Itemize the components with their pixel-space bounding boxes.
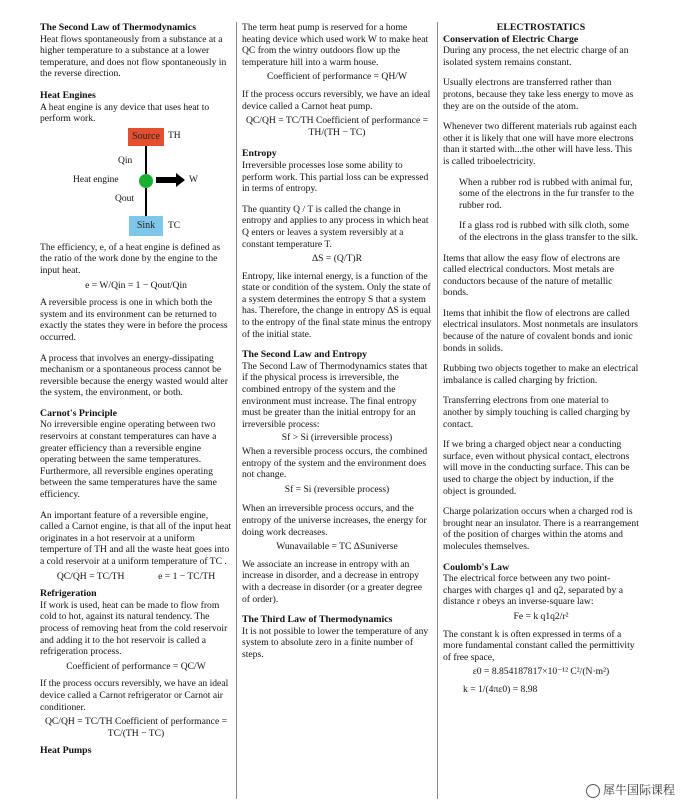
section-title: The Second Law and Entropy <box>242 349 368 361</box>
equation: e = W/Qin = 1 − Qout/Qin <box>85 279 187 291</box>
engine-label: Heat engine <box>73 174 119 185</box>
section-title: Coulomb's Law <box>443 561 510 573</box>
th-label: TH <box>168 130 181 141</box>
paragraph: A heat engine is any device that uses heat to perform work. <box>40 101 210 125</box>
paragraph: An important feature of a reversible engine, called a Carnot engine, is that all of the input heat originates in a hot reservoir at a uniform temperture of TH and all the waste heat goes into a cold reservoir at a uniform temperature of TC . <box>40 509 232 567</box>
paragraph: Whenever two different materials rub against each other it is likely that one will have more electrons than it started with...the other will have less. This is called triboelectricity. <box>443 121 637 167</box>
equation: Fe = k q1q2/r² <box>513 610 569 622</box>
sink-box: Sink <box>129 216 163 236</box>
column-divider <box>236 22 237 799</box>
equation: k = 1/(4πε0) = 8.98 <box>463 683 538 695</box>
w-label: W <box>189 174 198 185</box>
paragraph: The efficiency, e, of a heat engine is defined as the ratio of the work done by the engine to the input heat. <box>40 241 221 276</box>
section-title: Entropy <box>242 148 277 160</box>
section-title: The Second Law of Thermodynamics <box>40 22 197 33</box>
paragraph: If we bring a charged object near a conducting surface, even without physical contact, electrons will move in the conducting surface. This can be used to charge the object by induction, if the object is grounded. <box>443 439 630 497</box>
qin-label: Qin <box>118 155 133 166</box>
paragraph: Items that allow the easy flow of electrons are called electrical conductors. Most metals are conductors because of the nature of metallic bonds. <box>443 252 620 299</box>
section-title: Carnot's Principle <box>40 407 118 419</box>
equation: QC/QH = TC/TH Coefficient of performance = TH/(TH − TC) <box>245 115 429 138</box>
paragraph: Charge polarization occurs when a charged rod is brought near an insulator. There is a rearrangement of the position of charges within the atoms and molecules themselves. <box>443 506 639 552</box>
paragraph: If the process occurs reversibly, we have an ideal device called a Carnot heat pump. <box>242 88 431 112</box>
shaft-top <box>145 146 147 174</box>
equation: Wunavailable = TC ΔSuniverse <box>276 541 398 553</box>
work-arrowhead <box>176 173 185 187</box>
column-3 <box>443 22 639 702</box>
equation: ΔS = (Q/T)R <box>312 253 362 265</box>
section-title: Refrigeration <box>40 588 97 600</box>
equation: QC/QH = TC/TH Coefficient of performance = TC/(TH − TC) <box>44 716 228 739</box>
equation: Coefficient of performance = QC/W <box>66 660 206 672</box>
paragraph: A process that involves an energy-dissipating mechanism or a spontaneous process cannot be reversible because the energy wasted would alter the system, the environment, or both. <box>40 352 228 399</box>
paragraph: Heat flows spontaneously from a substance at a higher temperature to a substance at a lower temperature, and does not flow spontaneously in the reverse direction. <box>40 33 227 80</box>
section-title: ELECTROSTATICS <box>496 22 586 33</box>
paragraph: The term heat pump is reserved for a home heating device which used work W to make heat QC from the wintry outdoors flow up the temperature hill into a warm house. <box>242 22 429 68</box>
qout-label: Qout <box>115 193 134 204</box>
paragraph: If work is used, heat can be made to flow from cold to hot, against its natural tendency. The process of removing heat from the cold reservoir and adding it to the hot reservoir is called a refrigeration process. <box>40 599 228 658</box>
paragraph: Transferring electrons from one material to another by simply touching is called charging by contact. <box>443 395 631 430</box>
equation: QC/QH = TC/TH <box>56 570 125 582</box>
section-title: Heat Pumps <box>40 745 92 757</box>
paragraph: Items that inhibit the flow of electrons are called electrical insulators. Most nonmetals are insulators because of the nature of covalent bonds and ionic bonds in solids. <box>443 307 639 354</box>
paragraph: Entropy, like internal energy, is a function of the state or condition of the system. Only the state of a system determines the entropy S that a system has. Therefore, the change in entropy ΔS is equal to the entropy of the final state minus the entropy of the initial state. <box>242 270 432 340</box>
heat-engine-diagram <box>40 128 232 240</box>
watermark <box>583 780 678 799</box>
paragraph: A reversible process is one in which both the system and its environment can be returned to exactly the states they were in before the process occurred. <box>40 297 228 343</box>
wechat-icon <box>586 784 600 798</box>
equation: e = 1 − TC/TH <box>158 570 216 582</box>
equation-row <box>40 571 232 583</box>
paragraph: Irreversible processes lose some ability to perform work. This partial loss can be expressed in terms of entropy. <box>242 159 429 195</box>
paragraph: It is not possible to lower the temperature of any system to absolute zero in a finite number of steps. <box>242 625 429 660</box>
paragraph: When a rubber rod is rubbed with animal fur, some of the electrons in the fur transfer to the rubber rod. <box>459 176 635 211</box>
paragraph: When an irreversible process occurs, and the entropy of the universe increases, the energy for doing work decreases. <box>242 503 427 538</box>
paragraph: Usually electrons are transferred rather than protons, because they take less energy to move as they are on the outside of the atom. <box>443 77 634 112</box>
section-title: Conservation of Electric Charge <box>443 33 579 45</box>
equation: Sf = Si (reversible process) <box>284 483 390 495</box>
shaft-bottom <box>145 188 147 216</box>
paragraph: Rubbing two objects together to make an electrical imbalance is called charging by friction. <box>443 363 639 386</box>
paragraph: When a reversible process occurs, the combined entropy of the system and the environment does not change. <box>242 446 428 481</box>
paragraph: The constant k is often expressed in terms of a more fundamental constant called the permittivity of free space, <box>443 628 635 663</box>
column-1 <box>40 22 232 757</box>
section-title: Heat Engines <box>40 89 96 101</box>
column-2 <box>242 22 432 670</box>
paragraph: If the process occurs reversibly, we have an ideal device called a Carnot refrigerator or Carnot air conditioner. <box>40 678 229 713</box>
paragraph: We associate an increase in entropy with an increase in disorder, and a decrease in entropy with a decrease in disorder (or a greater degree of order). <box>242 558 423 605</box>
tc-label: TC <box>168 220 181 231</box>
section-title: The Third Law of Thermodynamics <box>242 614 393 626</box>
paragraph: The electrical force between any two point-charges with charges q1 and q2, separated by a distance r obeys an inverse-square law: <box>443 573 623 608</box>
column-divider <box>437 22 438 799</box>
paragraph: The quantity Q / T is called the change in entropy and applies to any process in which heat Q enters or leaves a system reversibly at a constant temperature T. <box>242 203 429 250</box>
paragraph: The Second Law of Thermodynamics states that if the physical process is irreversible, the combined entropy of the system and the environment must increase. The final entropy must be greater than the initial entropy for an irreversible process: <box>242 360 428 430</box>
engine-dot <box>139 174 153 188</box>
equation: Sf > Si (irreversible process) <box>281 432 393 444</box>
source-box: Source <box>128 128 164 146</box>
watermark-text: 犀牛国际课程 <box>602 783 675 797</box>
work-arrow <box>156 177 176 183</box>
paragraph: If a glass rod is rubbed with silk cloth, some of the electrons in the glass transfer to the silk. <box>459 220 639 243</box>
paragraph: During any process, the net electric charge of an isolated system remains constant. <box>443 45 629 68</box>
equation: Coefficient of performance = QH/W <box>266 71 408 83</box>
equation: ε0 = 8.854187817×10⁻¹² C²/(N·m²) <box>472 666 610 678</box>
paragraph: No irreversible engine operating between two reservoirs at constant temperatures can have a greater efficiency than a reversible engine operating between the same temperatures. Furthermore, all reversible engines operating between the same temperatures have the same efficiency. <box>40 419 217 501</box>
